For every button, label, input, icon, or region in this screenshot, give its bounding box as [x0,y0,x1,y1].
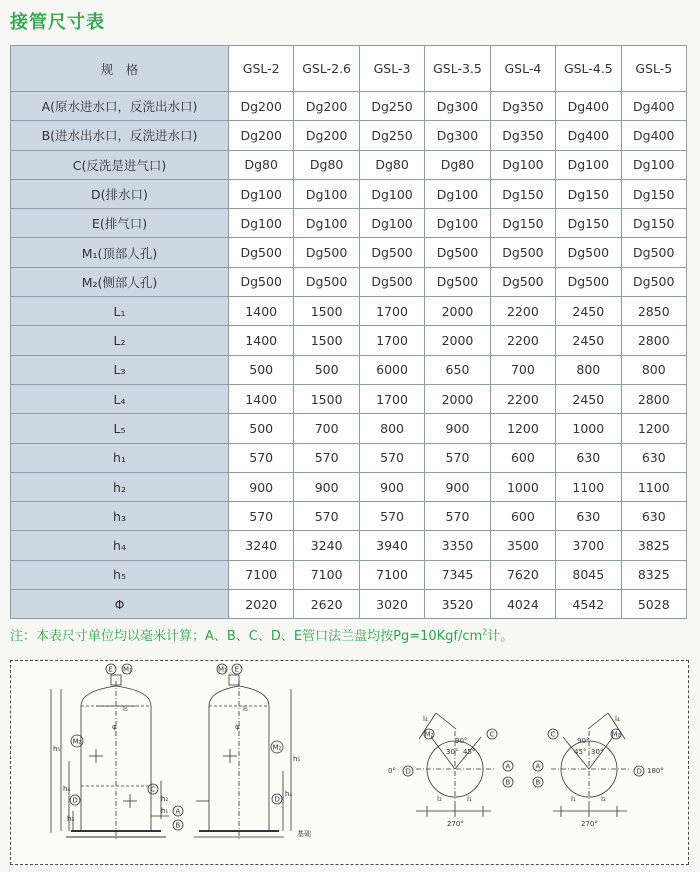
plan-label-m2-left: M₂ [424,730,434,739]
table-cell: 1000 [556,414,621,443]
table-cell: 900 [425,414,490,443]
label-a-mid: A [175,807,181,816]
table-cell: 2000 [425,297,490,326]
table-cell: Dg500 [556,267,621,296]
table-cell: 2000 [425,384,490,413]
table-cell: Dg150 [621,209,686,238]
column-header: GSL-3 [359,46,424,92]
elevation-view-right [194,675,291,839]
table-cell: Dg80 [359,150,424,179]
table-cell: 570 [294,443,359,472]
plan-view-left [416,713,495,817]
plan-label-a-left: A [505,762,511,771]
column-header: GSL-2.6 [294,46,359,92]
table-cell: 570 [229,502,294,531]
table-row [11,443,687,472]
table-cell: 2200 [490,326,555,355]
page-title: 接管尺寸表 [10,12,105,33]
table-row [11,297,687,326]
table-cell: 630 [621,502,686,531]
plan-label-270deg-left: 270° [447,820,464,828]
table-cell: 1100 [556,472,621,501]
table-cell: 2450 [556,384,621,413]
label-h4-right: h₄ [285,790,293,798]
table-cell: Dg500 [621,267,686,296]
table-row [11,238,687,267]
row-label: M₁(顶部人孔) [11,238,229,267]
table-row [11,590,687,619]
plan-label-m2-right: M₂ [611,730,621,739]
row-label: h₄ [11,531,229,560]
table-cell: Dg100 [229,209,294,238]
table-row [11,560,687,589]
table-cell: 7100 [229,560,294,589]
table-cell: 630 [556,502,621,531]
table-row [11,121,687,150]
plan-label-a-right: A [535,762,541,771]
table-cell: 4542 [556,590,621,619]
table-cell: 800 [359,414,424,443]
label-d-right: D [274,795,280,804]
table-cell: 6000 [359,355,424,384]
label-h5-right: h₅ [293,755,301,763]
table-cell: Dg200 [294,92,359,121]
row-label: h₅ [11,560,229,589]
table-cell: 2850 [621,297,686,326]
table-cell: 3500 [490,531,555,560]
table-cell: 2450 [556,326,621,355]
table-cell: Dg80 [425,150,490,179]
label-h5-left: h₅ [53,745,61,753]
header-spec-label: 规 格 [11,46,229,92]
table-cell: 2800 [621,384,686,413]
table-cell: Dg100 [359,209,424,238]
table-row [11,326,687,355]
table-row [11,531,687,560]
table-cell: Dg500 [490,238,555,267]
plan-label-30deg-left: 30° [446,748,459,756]
table-cell: Dg350 [490,92,555,121]
label-base: 基础 [297,830,311,838]
note-superscript: 2 [482,627,488,637]
table-cell: Dg400 [621,92,686,121]
plan-label-0deg: 0° [388,767,396,775]
table-cell: 2800 [621,326,686,355]
table-cell: 3020 [359,590,424,619]
table-cell: 500 [294,355,359,384]
table-cell: 1500 [294,384,359,413]
column-header: GSL-4.5 [556,46,621,92]
table-cell: 8045 [556,560,621,589]
table-cell: Dg150 [556,179,621,208]
table-cell: 7620 [490,560,555,589]
table-cell: Dg300 [425,121,490,150]
label-l5-right: l₅ [243,705,248,713]
table-note [10,625,513,644]
table-cell: 500 [229,355,294,384]
table-cell: Dg150 [556,209,621,238]
table-row [11,502,687,531]
row-label: h₃ [11,502,229,531]
table-cell: Dg300 [425,92,490,121]
note-suffix: 计。 [487,629,514,644]
table-row [11,92,687,121]
label-m2-left: M₂ [72,737,82,746]
row-label: L₃ [11,355,229,384]
table-cell: Dg200 [294,121,359,150]
table-cell: Dg500 [294,238,359,267]
table-cell: Dg250 [359,121,424,150]
table-cell: 1400 [229,384,294,413]
table-cell: 800 [621,355,686,384]
table-cell: Dg100 [621,150,686,179]
table-header-row [11,46,687,92]
row-label: C(反洗是进气口) [11,150,229,179]
table-cell: 2450 [556,297,621,326]
table-cell: 8325 [621,560,686,589]
row-label: B(进水出水口，反洗进水口) [11,121,229,150]
table-row [11,414,687,443]
table-cell: 2020 [229,590,294,619]
table-row [11,472,687,501]
table-cell: Dg250 [359,92,424,121]
label-b-mid: B [175,821,181,830]
row-label: E(排气口) [11,209,229,238]
table-cell: 2000 [425,326,490,355]
row-label: A(原水进水口，反洗出水口) [11,92,229,121]
table-cell: Dg500 [425,267,490,296]
table-cell: 700 [294,414,359,443]
table-cell: 4024 [490,590,555,619]
plan-label-l1-right: l₁ [571,795,576,803]
table-cell: Dg100 [425,179,490,208]
vessel-diagram [10,660,689,865]
plan-label-30deg-right: 30° [591,748,604,756]
table-cell: 570 [425,443,490,472]
table-cell: Dg400 [556,121,621,150]
spec-table [10,45,687,619]
table-cell: Dg80 [229,150,294,179]
table-cell: Dg150 [490,179,555,208]
table-cell: 500 [229,414,294,443]
label-h3-left: h₃ [67,815,75,823]
table-cell: 3940 [359,531,424,560]
plan-label-270deg-right: 270° [581,820,598,828]
label-phi-right: φ [235,723,240,731]
table-cell: Dg500 [359,267,424,296]
table-row [11,267,687,296]
label-m1-left: M₁ [123,665,132,674]
label-m2-right: M₂ [272,743,282,752]
table-cell: 5028 [621,590,686,619]
row-label: L₅ [11,414,229,443]
diagram-svg [11,661,688,864]
row-label: Φ [11,590,229,619]
table-cell: Dg500 [621,238,686,267]
table-row [11,150,687,179]
table-cell: 1500 [294,297,359,326]
table-cell: 3350 [425,531,490,560]
label-e-left: E [108,665,113,674]
row-label: L₄ [11,384,229,413]
row-label: M₂(侧部人孔) [11,267,229,296]
table-cell: 600 [490,443,555,472]
row-label: L₂ [11,326,229,355]
table-cell: Dg400 [556,92,621,121]
table-cell: Dg150 [621,179,686,208]
plan-label-180deg: 180° [647,767,664,775]
table-cell: Dg200 [229,92,294,121]
table-cell: Dg500 [294,267,359,296]
label-l5-left: l₅ [123,705,128,713]
table-cell: 3240 [229,531,294,560]
table-cell: Dg500 [490,267,555,296]
table-body [11,92,687,619]
table-cell: 7345 [425,560,490,589]
table-cell: 900 [294,472,359,501]
row-label: L₁ [11,297,229,326]
table-cell: 1400 [229,297,294,326]
table-cell: 3520 [425,590,490,619]
table-row [11,179,687,208]
table-cell: Dg100 [425,209,490,238]
table-cell: Dg100 [229,179,294,208]
plan-label-l2-left: l₂ [437,795,442,803]
table-cell: Dg100 [294,209,359,238]
table-cell: Dg80 [294,150,359,179]
table-cell: 1000 [490,472,555,501]
table-cell: 570 [359,502,424,531]
plan-view-right [551,713,629,817]
connectors-ab [173,806,183,830]
table-cell: 700 [490,355,555,384]
table-cell: 1400 [229,326,294,355]
label-m1-right: M₁ [218,665,227,674]
plan-label-90deg-right: 90° [577,737,590,745]
table-row [11,355,687,384]
label-c-left: C [150,785,156,794]
table-cell: 630 [556,443,621,472]
table-cell: Dg350 [490,121,555,150]
table-cell: 600 [490,502,555,531]
table-cell: 900 [425,472,490,501]
table-cell: 2620 [294,590,359,619]
table-cell: 570 [229,443,294,472]
table-cell: 570 [359,443,424,472]
table-cell: 570 [425,502,490,531]
table-cell: 1700 [359,297,424,326]
table-cell: 1700 [359,326,424,355]
plan-label-l4-left: l₄ [423,715,428,723]
table-cell: 1100 [621,472,686,501]
plan-label-c-left: C [489,730,495,739]
row-label: h₂ [11,472,229,501]
table-cell: Dg500 [556,238,621,267]
table-cell: 3825 [621,531,686,560]
table-cell: 570 [294,502,359,531]
plan-label-l2-right: l₂ [601,795,606,803]
plan-label-b-right: B [535,778,541,787]
table-cell: 3700 [556,531,621,560]
plan-label-45deg-left: 45° [463,748,476,756]
table-cell: Dg500 [229,238,294,267]
label-d-left: D [72,796,78,805]
table-cell: Dg500 [425,238,490,267]
label-h1-left: h₁ [161,807,169,815]
column-header: GSL-4 [490,46,555,92]
row-label: D(排水口) [11,179,229,208]
table-cell: 800 [556,355,621,384]
table-cell: 1200 [490,414,555,443]
column-header: GSL-3.5 [425,46,490,92]
row-label: h₁ [11,443,229,472]
column-header: GSL-5 [621,46,686,92]
column-header: GSL-2 [229,46,294,92]
table-cell: Dg500 [359,238,424,267]
table-cell: 900 [229,472,294,501]
table-cell: 900 [359,472,424,501]
table-row [11,384,687,413]
table-cell: 3240 [294,531,359,560]
table-cell: 1200 [621,414,686,443]
table-cell: 1700 [359,384,424,413]
table-cell: 7100 [294,560,359,589]
label-e-right: E [234,665,239,674]
table-cell: Dg500 [229,267,294,296]
table-cell: 7100 [359,560,424,589]
table-cell: 2200 [490,297,555,326]
table-cell: Dg100 [359,179,424,208]
label-phi-left: φ [112,723,117,731]
table-cell: Dg400 [621,121,686,150]
plan-label-90deg-left: 90° [455,737,468,745]
table-cell: Dg100 [294,179,359,208]
table-cell: 650 [425,355,490,384]
plan-label-b-left: B [505,778,511,787]
plan-label-l1-left: l₁ [467,795,472,803]
plan-label-d-left: D [405,767,411,776]
table-cell: 2200 [490,384,555,413]
plan-label-d-right: D [636,767,642,776]
table-cell: Dg100 [556,150,621,179]
table-cell: Dg100 [490,150,555,179]
label-h2-left: h₂ [161,795,169,803]
plan-label-45deg-right: 45° [574,748,587,756]
label-h4-left: h₄ [63,785,71,793]
table-cell: 630 [621,443,686,472]
labels-right-elevation [217,664,311,838]
table-row [11,209,687,238]
table-cell: Dg200 [229,121,294,150]
plan-label-l4-right: l₄ [615,715,620,723]
plan-label-c-right: C [550,730,556,739]
note-text: 注：本表尺寸单位均以毫米计算；A、B、C、D、E管口法兰盘均按Pg=10Kgf/cm [10,629,483,644]
table-cell: 1500 [294,326,359,355]
table-cell: Dg150 [490,209,555,238]
